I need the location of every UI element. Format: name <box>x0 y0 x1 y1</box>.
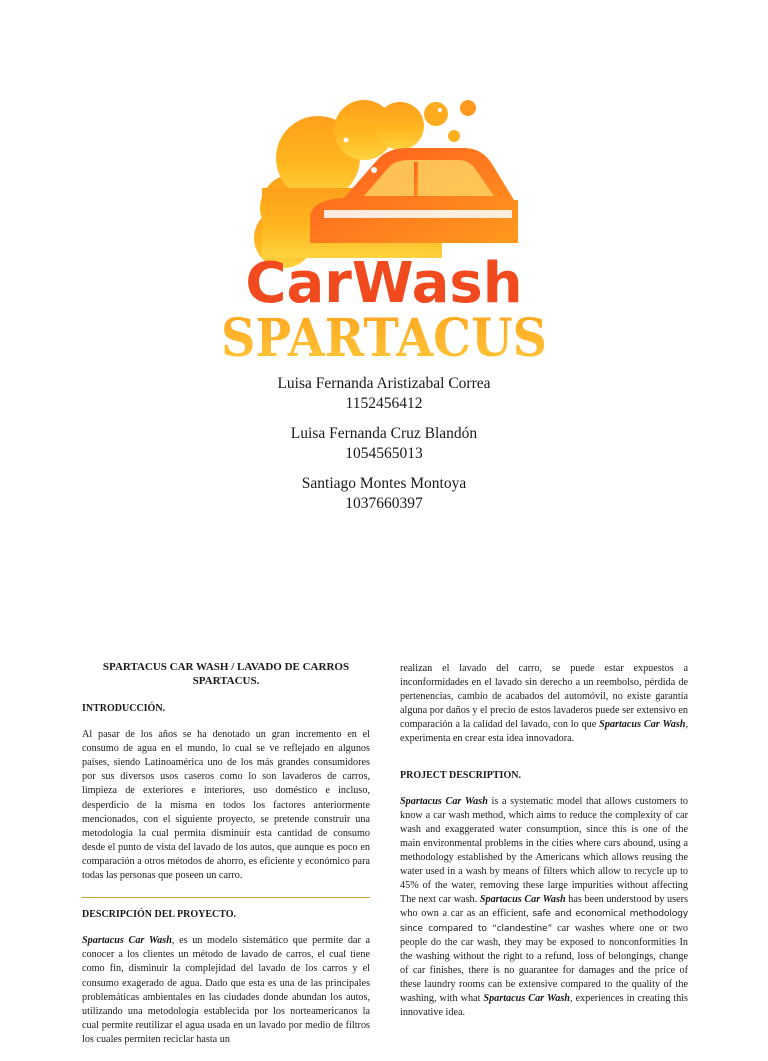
author-id: 1054565013 <box>345 445 423 462</box>
author-id: 1152456412 <box>345 395 423 412</box>
continued-text: realizan el lavado del carro, se puede estar expuestos a inconformidades en el lavado sin derecho a un reembolso, pérdida de pertenencias, cambio de acabados del automóvil, no existe garantía alguna por daños y el precio de estos lavaderos puede ser extensivo en comparación a la calidad del lavado, con lo que <box>400 663 688 731</box>
project-text-1: is a systematic model that allows customers to know a car wash method, which aims to reduce the complexity of car wash and exaggerated water consumption, since this is one of the main environmental problems in the cities where cars abound, using a methodology established by the Americans which allows reusing the water used in a wash by means of filters which allow to recycle up to 45% of the water, removing these large impurities without affecting The next car wash. <box>400 795 689 906</box>
author-name: Luisa Fernanda Cruz Blandón <box>290 425 478 442</box>
project-description-paragraph <box>400 795 688 1021</box>
project-description-heading: PROJECT DESCRIPTION. <box>400 769 521 781</box>
logo-spartacus-text: SPARTACUS <box>221 308 547 364</box>
logo-carwash-text: CarWash <box>245 251 523 316</box>
continued-end: , experimenta en crear esta idea innovadora. <box>400 719 689 745</box>
intro-heading: INTRODUCCIÓN. <box>82 703 166 714</box>
brand-name: Spartacus Car Wash <box>479 894 566 906</box>
right-column <box>400 662 688 1034</box>
brand-name: Spartacus Car Wash <box>483 992 570 1004</box>
author-name: Luisa Fernanda Aristizabal Correa <box>277 375 491 392</box>
document-title: SPARTACUS CAR WASH / LAVADO DE CARROS SPARTACUS. <box>102 661 350 687</box>
logo-graphic <box>214 88 554 364</box>
continued-paragraph <box>400 662 688 747</box>
brand-name: Spartacus Car Wash <box>599 719 686 731</box>
carwash-spartacus-logo <box>214 88 554 364</box>
author-2 <box>0 424 768 464</box>
project-text-3: car washes where one or two people do the car wash, they may be exposed to nonconformities In the washing without the right to a refund, loss of belongings, change of car finishes, there is no guarantee for damages and the price of these laundry rooms can be extensive compared to the quality of the washing, with what <box>400 922 688 1004</box>
description-heading: DESCRIPCIÓN DEL PROYECTO. <box>82 909 237 921</box>
description-text: , es un modelo sistemático que permite dar a conocer a los clientes un método de lavado de carros, el cual tiene como fin, disminuir la complejidad del lavado de los carros y el consumo exagerado de agua. Dado que esta es una de las principales problemáticas ambientales en las ciudades donde abundan los autos, utilizando una metodología establecida por los norteamericanos la cual permite reutilizar el agua usada en un lavado por medio de filtros los cuales permiten reciclar hasta un <box>82 935 371 1045</box>
author-name: Santiago Montes Montoya <box>301 475 467 492</box>
brand-name: Spartacus Car Wash <box>82 935 172 947</box>
author-3 <box>0 474 768 514</box>
project-text-2: has been understood by users who own a car as an efficient, <box>400 894 688 920</box>
project-text-sans: safe and economical methodology since compared to “clandestine” <box>400 908 688 934</box>
section-divider <box>82 897 370 898</box>
project-end: , experiences in creating this innovative idea. <box>400 992 689 1019</box>
description-paragraph <box>82 934 370 1047</box>
left-column <box>82 660 370 1061</box>
author-id: 1037660397 <box>345 495 423 512</box>
author-1 <box>0 374 768 414</box>
intro-paragraph: Al pasar de los años se ha denotado un gran incremento en el consumo de agua en el mundo, lo cual se ve reflejado en algunos países, siendo Latinoamérica uno de los más grandes consumidores por sus diversos usos caseros como lo son lavaderos de carros, limpieza de exteriores e interiores, uso doméstico e incluso, desperdicio de la misma en todos los factores anteriormente mencionados, con el siguiente proyecto, se pretende construir una metodología la cual permita disminuir esta cantidad de consumo desde el punto de vista del lavado de los autos, que aunque es poco en comparación a otros métodos de ahorro, es eficiente y económico para todas las personas que poseen un carro. <box>82 729 370 882</box>
author-list <box>0 374 768 524</box>
brand-name: Spartacus Car Wash <box>400 795 488 807</box>
